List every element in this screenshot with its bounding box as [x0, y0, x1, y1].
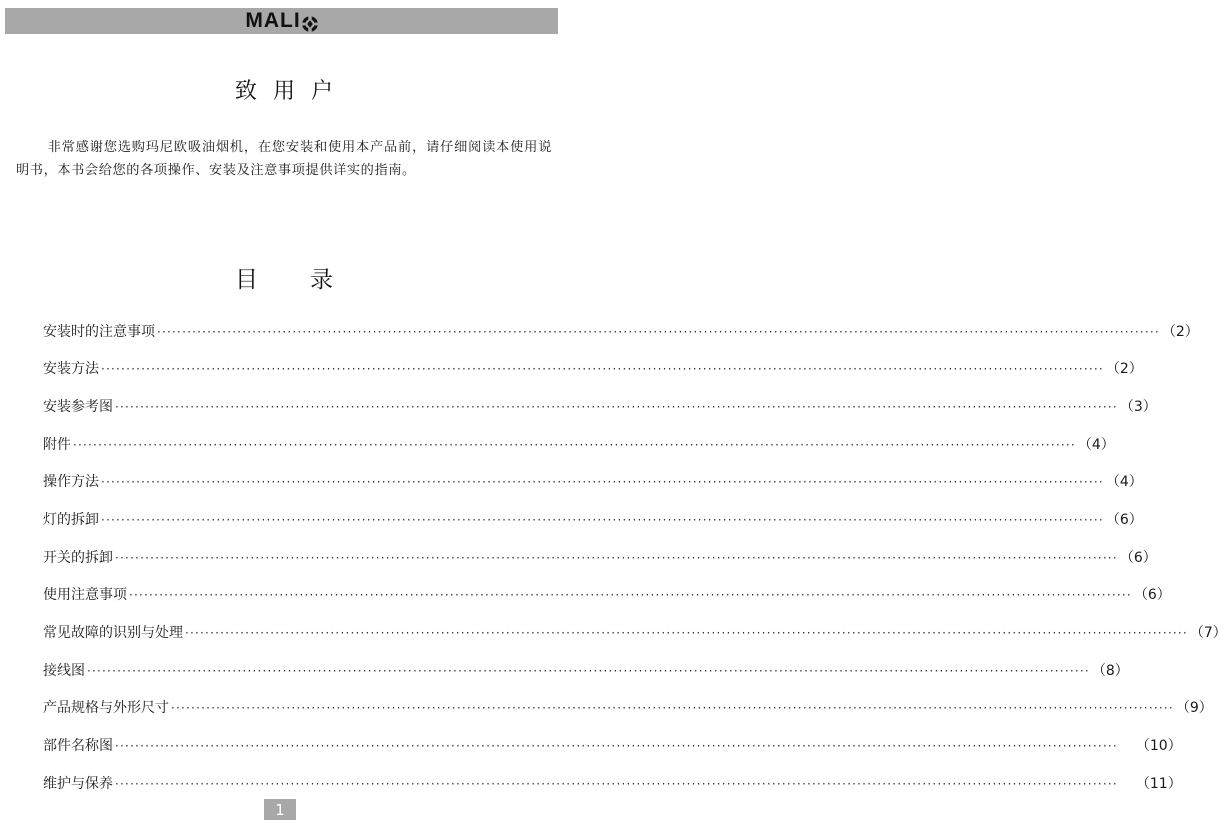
- toc-entry-page: （7）: [1189, 624, 1227, 641]
- toc-entry: [43, 463, 1143, 501]
- toc-dot-leader: ········································································································································································································: [73, 437, 1076, 452]
- toc-entry-page: （2）: [1161, 323, 1199, 340]
- toc-entry: [43, 726, 1182, 764]
- stylized-o-logo-icon: [302, 14, 318, 30]
- toc-entry: [43, 651, 1129, 689]
- toc-entry-label: 附件: [43, 436, 71, 453]
- toc-dot-leader: ········································································································································································································: [101, 362, 1104, 377]
- toc-entry-page: （9）: [1175, 700, 1213, 717]
- toc-entry-label: 灯的拆卸: [43, 512, 99, 529]
- page-title: 致用户: [234, 79, 349, 104]
- toc-dot-leader: ········································································································································································································: [101, 513, 1104, 528]
- toc-entry: [43, 764, 1182, 802]
- toc-entry-label: 安装参考图: [43, 399, 113, 416]
- toc-dot-leader: ········································································································································································································: [115, 550, 1118, 565]
- toc-entry: [43, 312, 1199, 350]
- toc-entry: [43, 613, 1227, 651]
- toc-dot-leader: ········································································································································································································: [115, 738, 1118, 753]
- toc-entry-label: 操作方法: [43, 474, 99, 491]
- toc-entry-label: 接线图: [43, 662, 85, 679]
- toc-entry-label: 产品规格与外形尺寸: [43, 700, 169, 717]
- toc-dot-leader: ········································································································································································································: [115, 776, 1118, 791]
- toc-entry-page: （6）: [1119, 549, 1157, 566]
- toc-entry: [43, 575, 1171, 613]
- toc-dot-leader: ········································································································································································································: [87, 663, 1090, 678]
- toc-dot-leader: ········································································································································································································: [101, 475, 1104, 490]
- header-bar: [5, 8, 558, 34]
- toc-entry: [43, 387, 1157, 425]
- toc-entry-label: 安装时的注意事项: [43, 323, 155, 340]
- toc-heading-right: 录: [310, 267, 333, 293]
- toc-entry-page: （8）: [1091, 662, 1129, 679]
- toc-entry-label: 常见故障的识别与处理: [43, 624, 183, 641]
- toc-entry-page: （6）: [1105, 512, 1143, 529]
- toc-entry-page: （10）: [1135, 737, 1182, 754]
- page-number-badge: 1: [264, 799, 296, 820]
- brand-text: MALI: [245, 9, 301, 32]
- toc-dot-leader: ········································································································································································································: [171, 701, 1174, 716]
- toc-dot-leader: ········································································································································································································: [157, 324, 1160, 339]
- toc-entry-page: （11）: [1135, 775, 1182, 792]
- toc-entry-label: 开关的拆卸: [43, 549, 113, 566]
- toc-heading: [0, 261, 568, 294]
- toc-entry-page: （2）: [1105, 361, 1143, 378]
- intro-paragraph: 非常感谢您选购玛尼欧吸油烟机，在您安装和使用本产品前，请仔细阅读本使用说明书，本书会给您的各项操作、安装及注意事项提供详实的指南。: [16, 140, 552, 178]
- toc-entry: [43, 350, 1143, 388]
- toc-entry-label: 安装方法: [43, 361, 99, 378]
- toc-entry-label: 维护与保养: [43, 775, 113, 792]
- toc-entry: [43, 425, 1115, 463]
- toc-entry-page: （4）: [1077, 436, 1115, 453]
- toc-entry-page: （3）: [1119, 399, 1157, 416]
- toc-dot-leader: ········································································································································································································: [129, 588, 1132, 603]
- toc-entry-page: （6）: [1133, 587, 1171, 604]
- brand-logo: [5, 8, 558, 34]
- toc-entry: [43, 688, 1213, 726]
- toc-entry-page: （4）: [1105, 474, 1143, 491]
- toc-dot-leader: ········································································································································································································: [115, 400, 1118, 415]
- table-of-contents: [43, 312, 1227, 801]
- toc-entry-label: 使用注意事项: [43, 587, 127, 604]
- toc-dot-leader: ········································································································································································································: [185, 625, 1188, 640]
- toc-heading-left: 目: [235, 267, 258, 293]
- toc-entry: [43, 500, 1143, 538]
- toc-entry-label: 部件名称图: [43, 737, 113, 754]
- toc-entry: [43, 538, 1157, 576]
